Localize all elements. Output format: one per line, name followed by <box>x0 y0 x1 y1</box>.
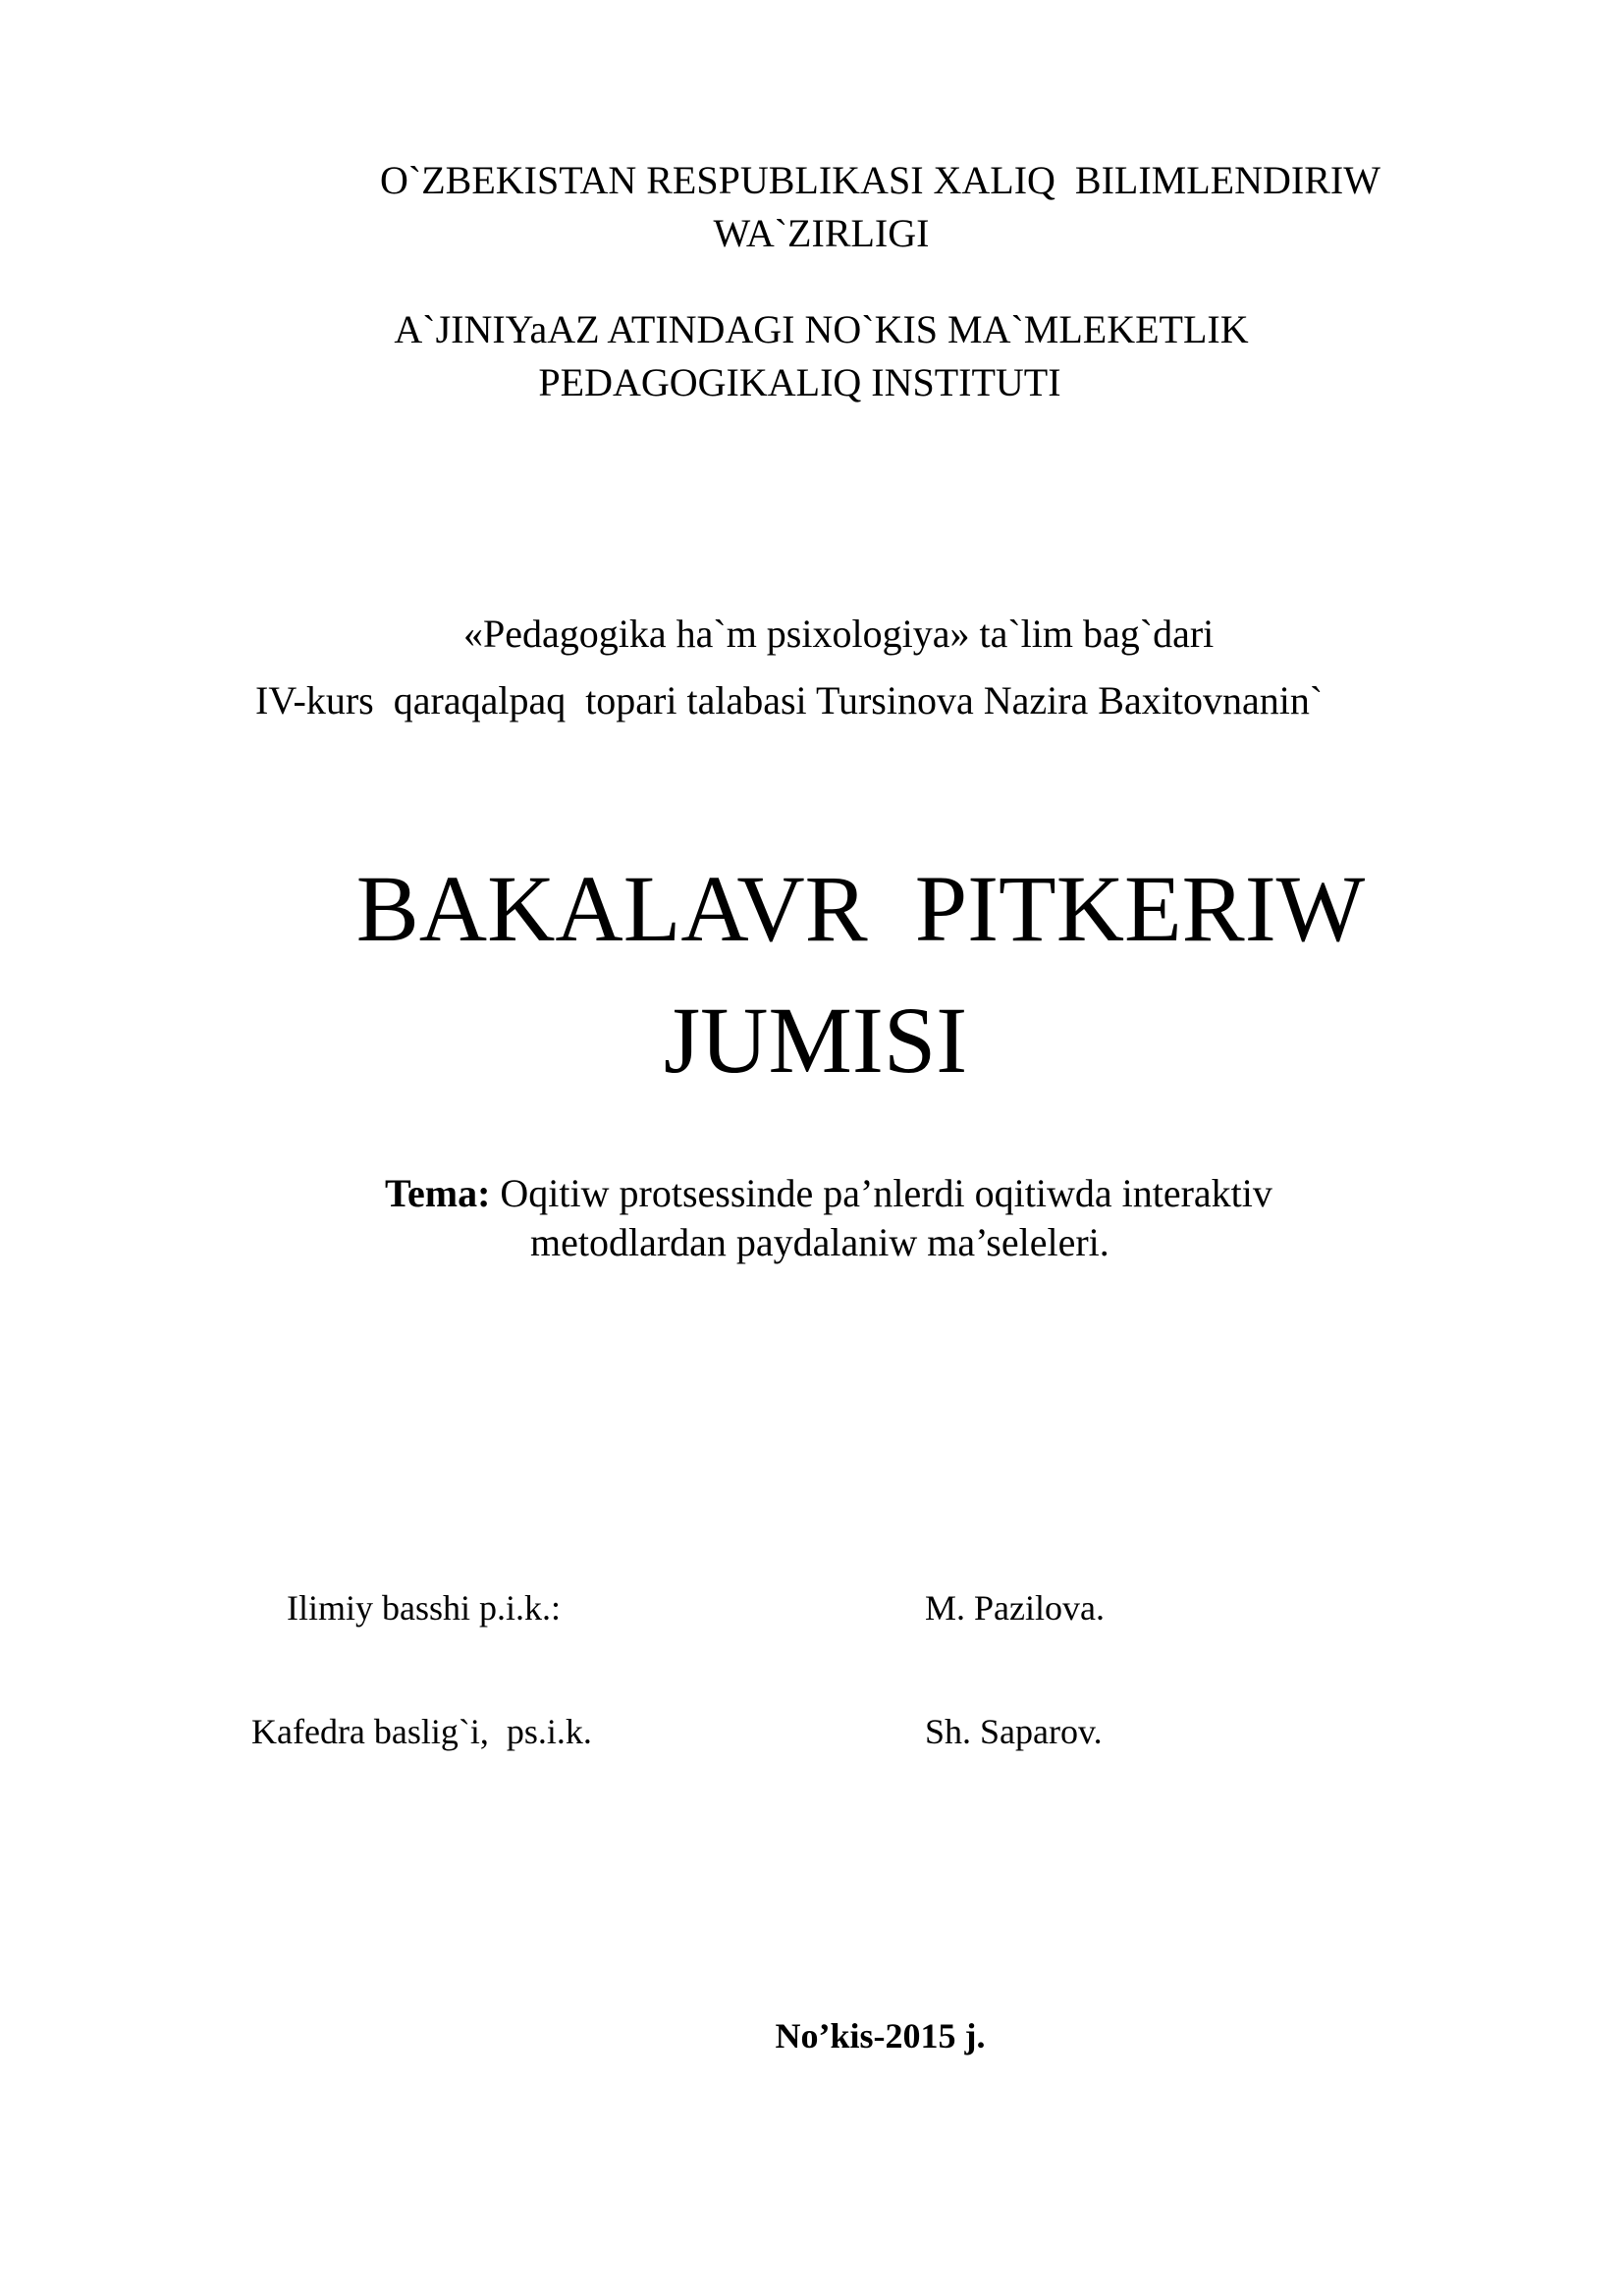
ministry-line-1: O`ZBEKISTAN RESPUBLIKASI XALIQ BILIMLENDIRIW <box>380 158 1380 202</box>
institute-line-2: PEDAGOGIKALIQ INSTITUTI <box>538 360 1061 404</box>
education-direction: «Pedagogika ha`m psixologiya» ta`lim bag`dari <box>463 612 1215 656</box>
department-head-role: Kafedra baslig`i, ps.i.k. <box>251 1712 592 1751</box>
student-author: IV-kurs qaraqalpaq topari talabasi Tursinova Nazira Baxitovnanin` <box>255 678 1324 722</box>
theme-label: Tema: <box>385 1171 491 1215</box>
title-line-2: JUMISI <box>663 988 968 1093</box>
place-and-year: No’kis-2015 j. <box>775 2016 986 2056</box>
department-head-name: Sh. Saparov. <box>925 1712 1103 1751</box>
ministry-line-2: WA`ZIRLIGI <box>713 211 930 255</box>
supervisor-name: M. Pazilova. <box>925 1588 1105 1628</box>
title-line-1: BAKALAVR PITKERIW <box>355 856 1366 961</box>
supervisor-role: Ilimiy basshi p.i.k.: <box>287 1588 561 1628</box>
theme-text-1: Oqitiw protsessinde pa’nlerdi oqitiwda interaktiv <box>490 1171 1272 1215</box>
theme-line-1 <box>385 1171 1272 1215</box>
institute-line-1: A`JINIYaAZ ATINDAGI NO`KIS MA`MLEKETLIK <box>394 307 1249 351</box>
theme-line-2: metodlardan paydalaniw ma’seleleri. <box>530 1220 1109 1264</box>
